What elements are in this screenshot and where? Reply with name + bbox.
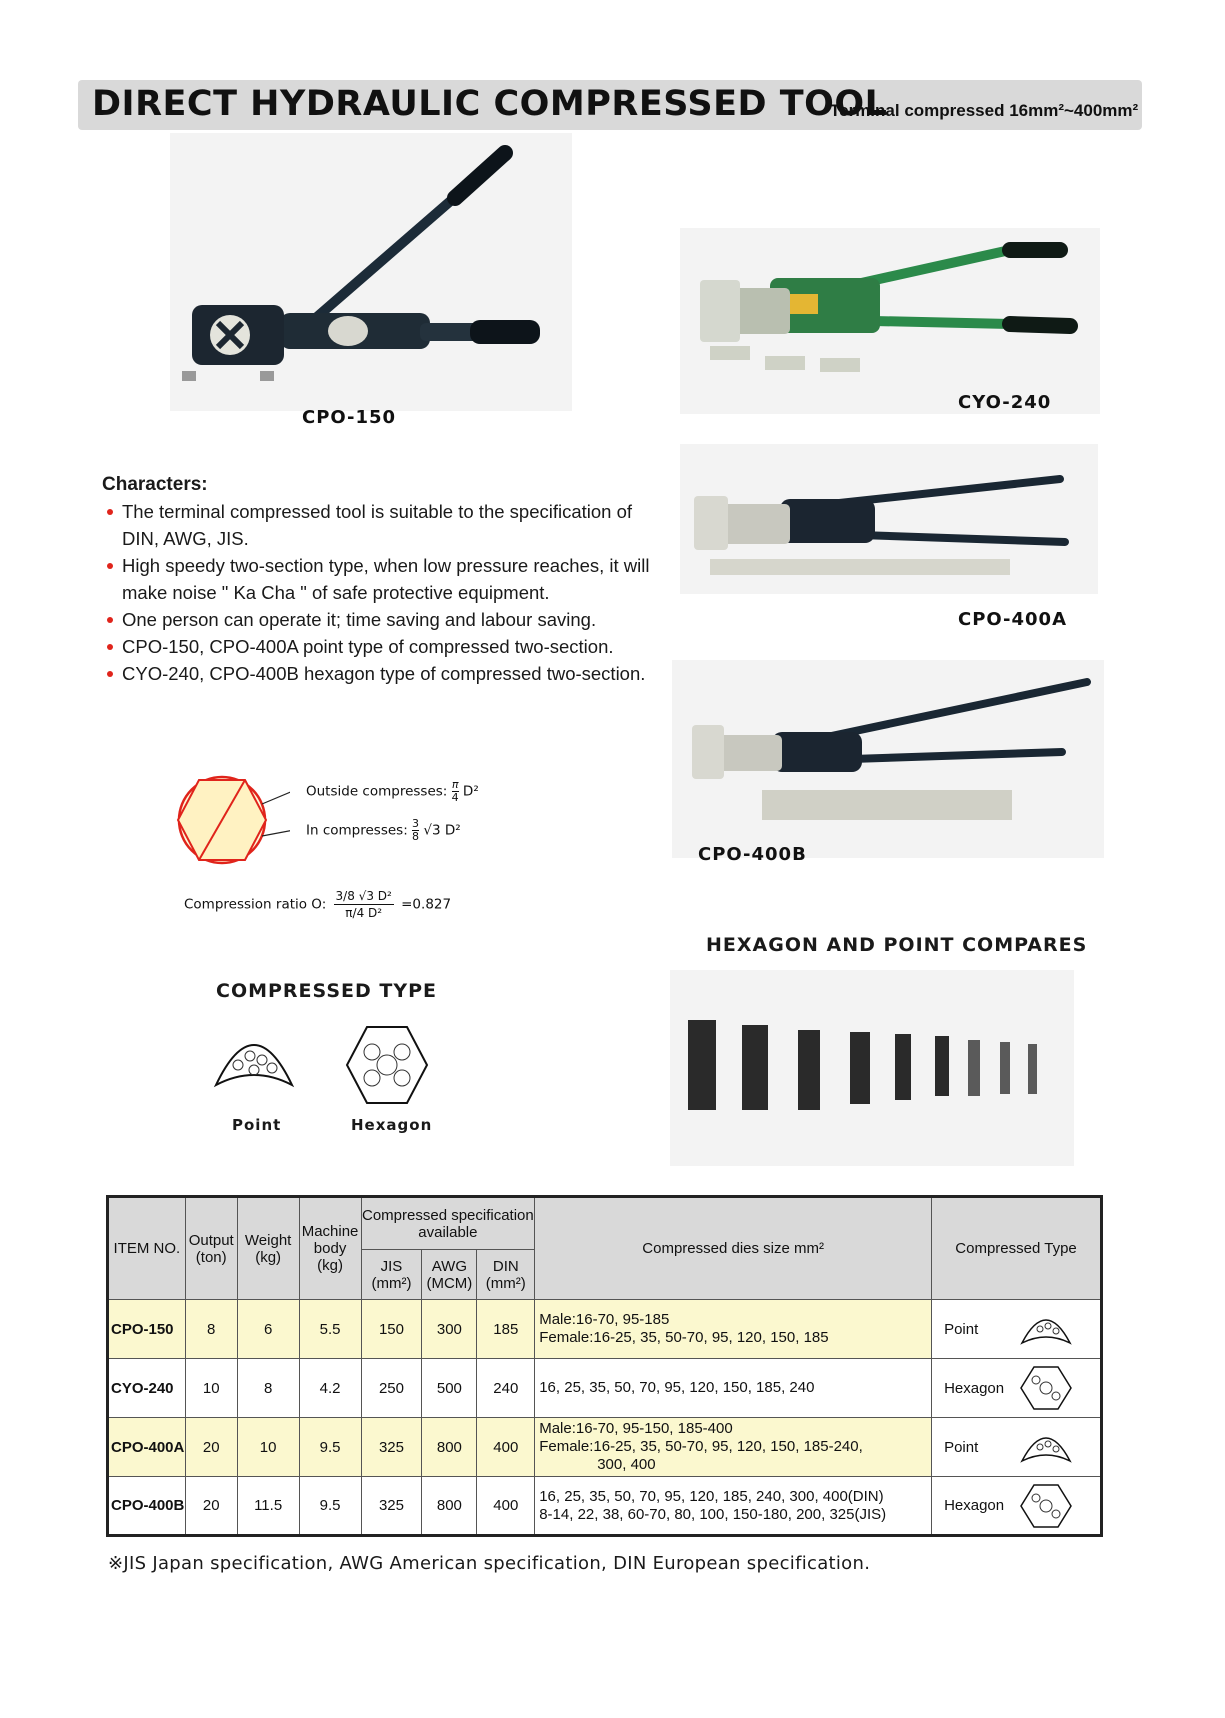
tool-illustration-cpo-400a [680,444,1098,594]
dies-line: Female:16-25, 35, 50-70, 95, 120, 150, 185 [539,1329,829,1346]
cell-awg: 800 [422,1418,477,1477]
header-awg: AWG (MCM) [422,1250,477,1300]
header-machine-body: Machine body (kg) [299,1197,361,1300]
list-item: CYO-240, CPO-400B hexagon type of compressed two-section. [104,660,664,687]
hexagon-type-icon [1018,1482,1074,1530]
cell-output: 8 [185,1300,237,1359]
cell-awg: 800 [422,1477,477,1536]
terminal-compare-photo [670,970,1074,1166]
point-type-icon [1018,1427,1074,1467]
compare-title: HEXAGON AND POINT COMPARES [706,934,1088,956]
characters-title: Characters: [102,474,208,495]
cell-awg: 500 [422,1359,477,1418]
tool-illustration-cpo-400b [672,660,1104,858]
in-compresses-formula: In compresses: 3 8 √3 D² [306,817,461,843]
list-item: High speedy two-section type, when low pressure reaches, it will make noise " Ka Cha " of safe protective equipment. [104,552,664,606]
cell-item: CYO-240 [108,1359,186,1418]
header-weight: Weight (kg) [237,1197,299,1300]
product-photo-cpo-150 [170,133,572,411]
point-type-icon [1018,1309,1074,1349]
header-item-no: ITEM NO. [108,1197,186,1300]
list-item: One person can operate it; time saving and labour saving. [104,606,664,633]
table-row [108,1300,1102,1359]
header-jis: JIS (mm²) [361,1250,422,1300]
point-type-icon [208,1030,300,1100]
footnote: ※JIS Japan specification, AWG American specification, DIN European specification. [108,1553,871,1574]
point-label: Point [232,1116,282,1134]
hexagon-type-icon [1018,1364,1074,1412]
cell-body: 9.5 [299,1418,361,1477]
compressed-type-title: COMPRESSED TYPE [216,980,438,1002]
hexagon-in-circle-diagram [170,770,290,870]
header-din: DIN (mm²) [477,1250,535,1300]
cell-dies [535,1477,932,1536]
cell-din: 240 [477,1359,535,1418]
cell-jis: 325 [361,1418,422,1477]
cell-awg: 300 [422,1300,477,1359]
cell-weight: 11.5 [237,1477,299,1536]
cell-jis: 150 [361,1300,422,1359]
characters-list [104,498,664,687]
tool-illustration-cyo-240 [680,228,1100,414]
terminals-illustration [670,970,1074,1166]
label-cpo-400b: CPO-400B [698,844,807,865]
cell-body: 5.5 [299,1300,361,1359]
header-output: Output (ton) [185,1197,237,1300]
type-label: Hexagon [944,1379,1005,1397]
label-cpo-150: CPO-150 [302,407,397,428]
cell-body: 4.2 [299,1359,361,1418]
cell-din: 400 [477,1418,535,1477]
cell-din: 400 [477,1477,535,1536]
cell-output: 10 [185,1359,237,1418]
cell-body: 9.5 [299,1477,361,1536]
dies-line: 16, 25, 35, 50, 70, 95, 120, 185, 240, 300, 400(DIN) [539,1487,884,1505]
table-row [108,1418,1102,1477]
product-photo-cpo-400a [680,444,1098,594]
cell-jis: 250 [361,1359,422,1418]
type-label: Hexagon [944,1497,1005,1514]
type-label: Point [944,1438,979,1456]
cell-jis: 325 [361,1477,422,1536]
cell-weight: 8 [237,1359,299,1418]
tool-illustration-cpo-150 [170,133,572,411]
header-dies-size: Compressed dies size mm² [535,1197,932,1300]
dies-line: 8-14, 22, 38, 60-70, 80, 100, 150-180, 200, 325(JIS) [539,1505,887,1523]
cell-type [932,1300,1102,1359]
header-compressed-spec: Compressed specification available [361,1197,535,1250]
cell-type [932,1359,1102,1418]
cell-dies [535,1418,932,1477]
cell-weight: 6 [237,1300,299,1359]
table-row [108,1477,1102,1536]
cell-output: 20 [185,1477,237,1536]
hexagon-label: Hexagon [351,1116,433,1134]
dies-line: 300, 400 [597,1456,656,1473]
cell-item: CPO-400A [108,1418,186,1477]
cell-type [932,1418,1102,1477]
cell-output: 20 [185,1418,237,1477]
dies-line: 16, 25, 35, 50, 70, 95, 120, 150, 185, 240 [539,1379,815,1396]
specification-table [106,1195,1103,1537]
list-item: CPO-150, CPO-400A point type of compressed two-section. [104,633,664,660]
label-cyo-240: CYO-240 [958,392,1052,413]
dies-line: Male:16-70, 95-185 [539,1311,670,1328]
cell-dies [535,1300,932,1359]
cell-item: CPO-400B [108,1477,186,1536]
outside-compresses-formula: Outside compresses: π 4 D² [306,778,479,804]
list-item: The terminal compressed tool is suitable to the specification of DIN, AWG, JIS. [104,498,664,552]
cell-din: 185 [477,1300,535,1359]
dies-line: Female:16-25, 35, 50-70, 95, 120, 150, 185-240, [539,1438,863,1455]
compression-ratio-formula: Compression ratio O: $\frac{\text{3/8 √3 D²}}{\text{π/4 D²}}$ =0.827 [184,889,452,920]
header-compressed-type: Compressed Type [932,1197,1102,1300]
cell-item: CPO-150 [108,1300,186,1359]
hexagon-type-icon [344,1022,430,1108]
product-photo-cpo-400b [672,660,1104,858]
table-row [108,1359,1102,1418]
cell-weight: 10 [237,1418,299,1477]
cell-type [932,1477,1102,1536]
dies-line: Male:16-70, 95-150, 185-400 [539,1420,733,1437]
type-label: Point [944,1320,979,1338]
product-photo-cyo-240 [680,228,1100,414]
page-subtitle: Terminal compressed 16mm²~400mm² [830,101,1139,120]
label-cpo-400a: CPO-400A [958,609,1068,630]
page-title: DIRECT HYDRAULIC COMPRESSED TOOL [92,84,888,124]
cell-dies [535,1359,932,1418]
